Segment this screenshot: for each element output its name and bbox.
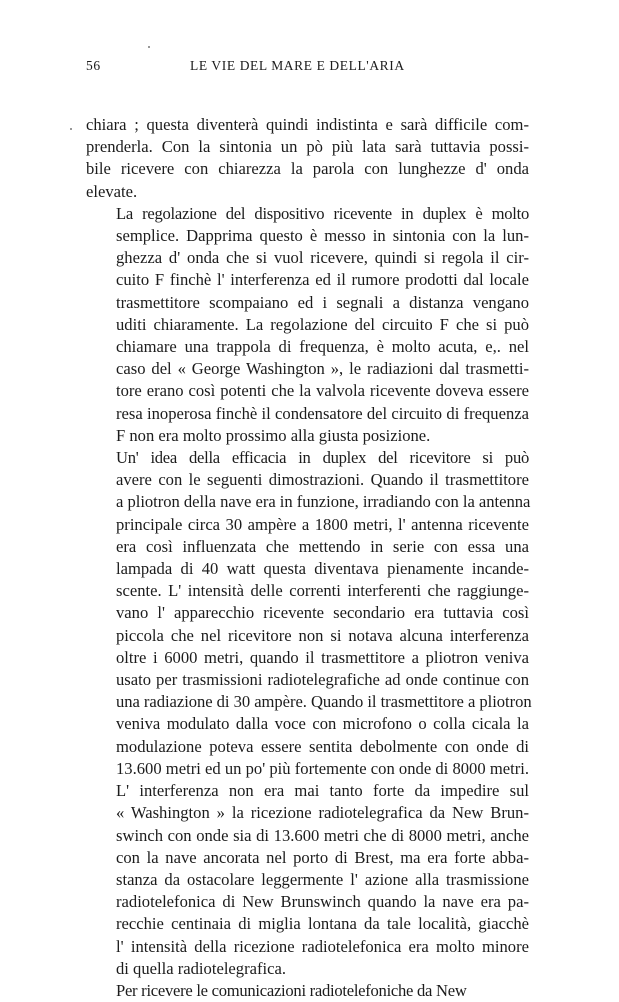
text-line: L' interferenza non era mai tanto forte da impedire sul — [116, 781, 529, 801]
text-line: modulazione poteva essere sentita debolmente con onde di — [116, 736, 529, 756]
text-line: l' intensità della ricezione radiotelefonica era molto minore — [116, 936, 529, 956]
text-line: era così influenzata che mettendo in serie con essa una — [116, 536, 529, 556]
text-line: lampada di 40 watt questa diventava pienamente incande- — [116, 559, 529, 579]
paragraph — [86, 114, 529, 203]
text-line: veniva modulato dalla voce con microfono o colla cicala la — [116, 714, 529, 734]
print-speck — [148, 46, 150, 48]
text-line: oltre i 6000 metri, quando il trasmettitore a pliotron veniva — [116, 647, 529, 667]
running-head — [86, 58, 529, 80]
text-line: stanza da ostacolare leggermente l' azione alla trasmissione — [116, 869, 529, 889]
text-line: F non era molto prossimo alla giusta posizione. — [116, 425, 431, 445]
paragraph — [86, 203, 529, 447]
text-line: radiotelefonica di New Brunswinch quando la nave era pa- — [116, 892, 529, 912]
text-line: « Washington » la ricezione radiotelegrafica da New Brun- — [116, 803, 529, 823]
text-line: chiara ; questa diventerà quindi indistinta e sarà difficile com- — [86, 115, 529, 134]
paragraph — [86, 980, 529, 1002]
text-line: con la nave ancorata nel porto di Brest, ma era forte abba- — [116, 847, 529, 867]
text-line: principale circa 30 ampère a 1800 metri, l' antenna ricevente — [116, 514, 529, 534]
text-line: Per ricevere le comunicazioni radiotelefoniche da New — [116, 980, 467, 1000]
text-line: vano l' apparecchio ricevente secondario era tuttavia così — [116, 603, 529, 623]
page-number: 56 — [86, 58, 101, 73]
text-line: semplice. Dapprima questo è messo in sintonia con la lun- — [116, 226, 529, 246]
text-line: chiamare una trappola di frequenza, è molto acuta, e,. nel — [116, 337, 529, 357]
text-line: usato per trasmissioni radiotelegrafiche ad onde continue con — [116, 670, 529, 690]
text-line: recchie centinaia di miglia lontana da tale località, giacchè — [116, 914, 529, 934]
text-line: bile ricevere con chiarezza la parola con lunghezze d' onda — [86, 159, 529, 179]
text-line: caso del « George Washington », le radiazioni dal trasmetti- — [116, 359, 529, 379]
text-line: trasmettitore scompaiano ed i segnali a distanza vengano — [116, 292, 529, 312]
text-line: piccola che nel ricevitore non si notava alcuna interferenza — [116, 625, 529, 645]
text-line: cuito F finchè l' interferenza ed il rumore prodotti dal locale — [116, 270, 529, 290]
text-line: di quella radiotelegrafica. — [116, 958, 286, 978]
text-line: una radiazione di 30 ampère. Quando il trasmettitore a pliotron — [116, 692, 532, 712]
text-line: prenderla. Con la sintonia un pò più lata sarà tuttavia possi- — [86, 137, 529, 157]
text-line: avere con le seguenti dimostrazioni. Quando il trasmettitore — [116, 470, 529, 490]
text-line: elevate. — [86, 181, 138, 201]
text-line: scente. L' intensità delle correnti interferenti che raggiunge- — [116, 581, 529, 601]
text-line: La regolazione del dispositivo ricevente in duplex è molto — [116, 203, 529, 223]
text-line: ghezza d' onda che si vuol ricevere, quindi si regola il cir- — [116, 248, 529, 268]
text-line: tore erano così potenti che la valvola ricevente doveva essere — [116, 381, 529, 401]
text-line: 13.600 metri ed un po' più fortemente con onde di 8000 metri. — [116, 758, 529, 778]
text-line: Un' idea della efficacia in duplex del ricevitore si può — [116, 448, 529, 468]
body-text — [86, 114, 532, 1002]
text-line: swinch con onde sia di 13.600 metri che di 8000 metri, anche — [116, 825, 529, 845]
text-line: uditi chiaramente. La regolazione del circuito F che si può — [116, 314, 529, 334]
text-line: resa inoperosa finchè il condensatore del circuito di frequenza — [116, 403, 529, 423]
text-line: a pliotron della nave era in funzione, irradiando con la antenna — [116, 492, 531, 512]
running-title: LE VIE DEL MARE E DELL'ARIA — [190, 58, 405, 73]
print-speck — [70, 128, 72, 130]
